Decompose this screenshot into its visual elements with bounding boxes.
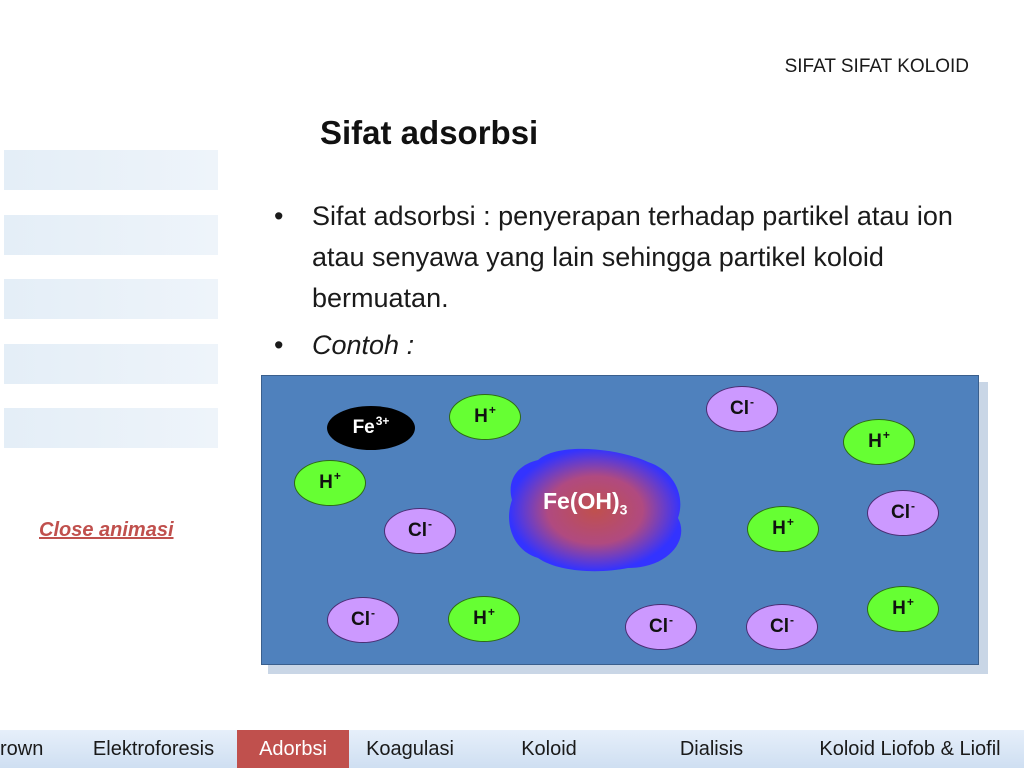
left-panel-box[interactable] [4,279,218,319]
left-panel-box[interactable] [4,344,218,384]
nav-item-elektroforesis[interactable]: Elektroforesis [92,737,215,760]
bullet-text: Contoh : [312,330,415,360]
nav-item-brown[interactable]: rown [0,737,44,760]
bullet-text: Sifat adsorbsi : penyerapan terhadap partikel atau ion atau senyawa yang lain sehingga partikel koloid bermuatan. [312,201,953,313]
h-ion: H + [449,394,521,440]
cl-ion: Cl - [625,604,697,650]
cl-ion: Cl - [706,386,778,432]
bullet-dot: • [274,201,284,231]
bottom-nav-bar [0,730,1024,768]
adsorption-diagram [261,375,979,665]
h-ion: H + [448,596,520,642]
bullet-dot: • [274,330,284,360]
cl-ion: Cl - [384,508,456,554]
cl-ion: Cl - [746,604,818,650]
h-ion: H + [843,419,915,465]
nav-item-dialisis[interactable]: Dialisis [679,737,744,760]
left-panel-box[interactable] [4,408,218,448]
cl-ion: Cl - [327,597,399,643]
bullet-list [270,196,970,366]
nav-item-koloid[interactable]: Koloid [521,737,577,760]
header-section-label: SIFAT SIFAT KOLOID [784,56,969,77]
close-animation-link[interactable]: Close animasi [39,519,174,541]
left-panel-box[interactable] [4,150,218,190]
cl-ion: Cl - [867,490,939,536]
bullet-item [270,325,970,366]
h-ion: H + [747,506,819,552]
h-ion: H + [867,586,939,632]
bullet-item [270,196,970,319]
fe-ion: Fe $^{3+}$ [327,406,415,450]
particle-label: $Fe(OH)_3$ [543,488,628,518]
slide-title: Sifat adsorbsi [320,114,539,151]
nav-item-adorbsi[interactable]: Adorbsi [237,730,349,768]
left-panel [4,150,218,473]
nav-item-koagulasi[interactable]: Koagulasi [366,737,454,760]
h-ion: H + [294,460,366,506]
nav-item-koloid-liofob-liofil[interactable]: Koloid Liofob & Liofil [819,737,1001,760]
left-panel-box[interactable] [4,215,218,255]
